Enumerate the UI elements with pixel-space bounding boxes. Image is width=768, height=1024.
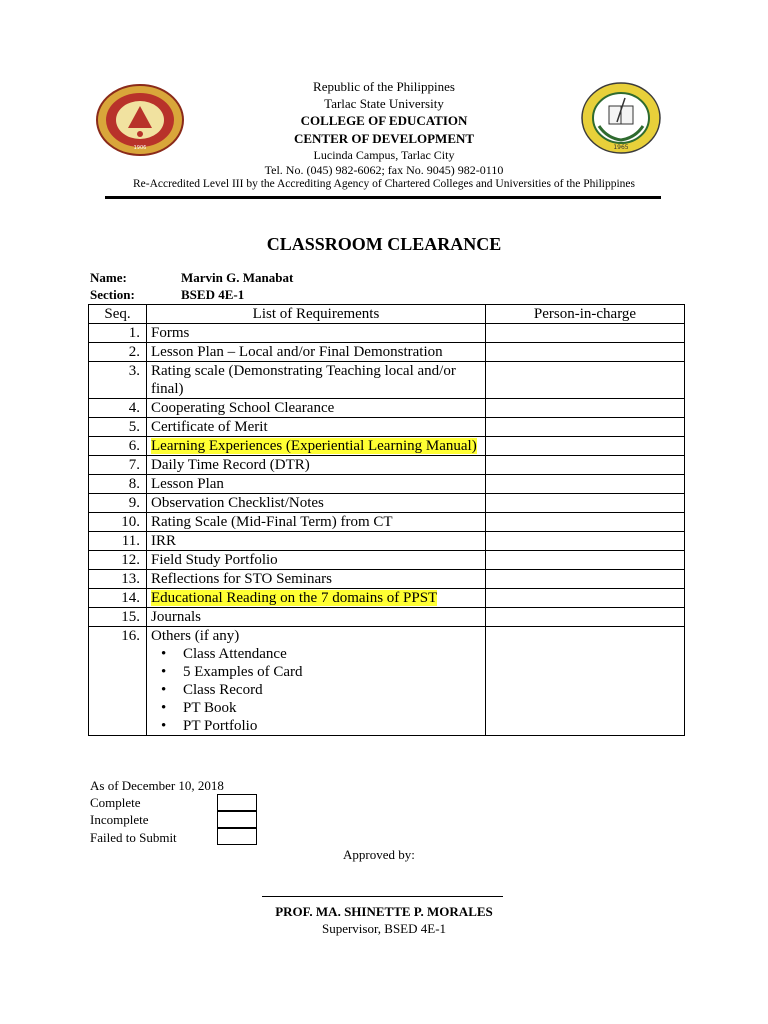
row-person-in-charge <box>486 513 685 532</box>
header-seq: Seq. <box>89 305 147 324</box>
list-item: • 5 Examples of Card <box>183 663 481 681</box>
table-row <box>89 475 685 494</box>
row-person-in-charge <box>486 343 685 362</box>
row-person-in-charge <box>486 399 685 418</box>
incomplete-label: Incomplete <box>90 812 149 827</box>
row-seq: 5. <box>89 418 147 437</box>
header-university: Tarlac State University <box>324 96 444 111</box>
row-requirement-highlighted <box>147 437 486 456</box>
table-row <box>89 494 685 513</box>
table-row <box>89 362 685 399</box>
header-tel: Tel. No. (045) 982-6062; fax No. 9045) 982-0110 <box>264 163 504 177</box>
row-requirement: Reflections for STO Seminars <box>147 570 486 589</box>
header-requirements: List of Requirements <box>147 305 486 324</box>
row-requirement: IRR <box>147 532 486 551</box>
row-person-in-charge <box>486 456 685 475</box>
highlighted-text: Learning Experiences (Experiential Learning Manual) <box>151 438 477 454</box>
row-seq: 10. <box>89 513 147 532</box>
name-label: Name: <box>90 270 127 285</box>
highlighted-text: Educational Reading on the 7 domains of PPST <box>151 590 438 606</box>
row-seq: 6. <box>89 437 147 456</box>
section-label: Section: <box>90 287 135 302</box>
supervisor-name: PROF. MA. SHINETTE P. MORALES <box>275 904 493 919</box>
table-row <box>89 399 685 418</box>
row-person-in-charge <box>486 532 685 551</box>
row-requirement-highlighted <box>147 589 486 608</box>
supervisor-position: Supervisor, BSED 4E-1 <box>321 921 447 936</box>
row-seq: 15. <box>89 608 147 627</box>
row-seq: 14. <box>89 589 147 608</box>
row-person-in-charge <box>486 437 685 456</box>
row-seq: 9. <box>89 494 147 513</box>
row-requirement: Lesson Plan <box>147 475 486 494</box>
failed-checkbox[interactable] <box>217 828 257 845</box>
approved-by-label: Approved by: <box>343 847 415 862</box>
row-requirement: Observation Checklist/Notes <box>147 494 486 513</box>
incomplete-checkbox[interactable] <box>217 811 257 828</box>
row-seq: 3. <box>89 362 147 399</box>
table-row <box>89 456 685 475</box>
header-accreditation: Re-Accredited Level III by the Accrediting Agency of Chartered Colleges and Universities of the Philippines <box>132 178 635 190</box>
row-seq: 1. <box>89 324 147 343</box>
list-item: • PT Book <box>183 699 481 717</box>
list-item: • Class Record <box>183 681 481 699</box>
table-row <box>89 608 685 627</box>
row-person-in-charge <box>486 494 685 513</box>
row-seq: 2. <box>89 343 147 362</box>
header-center: CENTER OF DEVELOPMENT <box>293 131 475 146</box>
row-requirement-others <box>147 627 486 736</box>
header-rule <box>105 196 661 199</box>
row-person-in-charge <box>486 362 685 399</box>
table-row <box>89 551 685 570</box>
table-header-row <box>89 305 685 324</box>
page-title: CLASSROOM CLEARANCE <box>266 234 502 254</box>
row-seq: 4. <box>89 399 147 418</box>
row-person-in-charge <box>486 551 685 570</box>
failed-label: Failed to Submit <box>90 830 177 845</box>
name-value: Marvin G. Manabat <box>181 270 294 285</box>
complete-checkbox[interactable] <box>217 794 257 811</box>
right-logo-year: 1965 <box>613 144 629 151</box>
others-label: Others (if any) <box>151 628 240 644</box>
row-requirement: Cooperating School Clearance <box>147 399 486 418</box>
row-person-in-charge <box>486 570 685 589</box>
row-person-in-charge <box>486 475 685 494</box>
row-person-in-charge <box>486 608 685 627</box>
list-item: • PT Portfolio <box>183 717 481 735</box>
row-requirement: Forms <box>147 324 486 343</box>
row-seq: 8. <box>89 475 147 494</box>
requirements-table <box>88 304 685 736</box>
header-republic: Republic of the Philippines <box>313 79 455 94</box>
as-of-date: As of December 10, 2018 <box>90 778 224 793</box>
row-seq: 13. <box>89 570 147 589</box>
table-row <box>89 627 685 736</box>
list-item: • Class Attendance <box>183 645 481 663</box>
row-person-in-charge <box>486 627 685 736</box>
row-requirement: Daily Time Record (DTR) <box>147 456 486 475</box>
header-campus: Lucinda Campus, Tarlac City <box>313 148 455 162</box>
row-seq: 7. <box>89 456 147 475</box>
row-requirement: Certificate of Merit <box>147 418 486 437</box>
table-row <box>89 513 685 532</box>
header-college: COLLEGE OF EDUCATION <box>300 113 468 128</box>
table-row <box>89 418 685 437</box>
left-logo-year: 1906 <box>133 145 147 151</box>
others-list <box>151 645 481 735</box>
row-person-in-charge <box>486 418 685 437</box>
row-requirement: Rating scale (Demonstrating Teaching local and/or final) <box>147 362 486 399</box>
row-seq: 12. <box>89 551 147 570</box>
row-requirement: Rating Scale (Mid-Final Term) from CT <box>147 513 486 532</box>
row-seq: 16. <box>89 627 147 736</box>
row-person-in-charge <box>486 324 685 343</box>
row-requirement: Field Study Portfolio <box>147 551 486 570</box>
complete-label: Complete <box>90 795 141 810</box>
row-requirement: Journals <box>147 608 486 627</box>
header-person-in-charge: Person-in-charge <box>486 305 685 324</box>
signature-line <box>262 896 503 897</box>
section-value: BSED 4E-1 <box>181 287 245 302</box>
row-seq: 11. <box>89 532 147 551</box>
row-person-in-charge <box>486 589 685 608</box>
table-row <box>89 437 685 456</box>
table-row <box>89 589 685 608</box>
table-row <box>89 324 685 343</box>
table-row <box>89 570 685 589</box>
table-row <box>89 343 685 362</box>
row-requirement: Lesson Plan – Local and/or Final Demonstration <box>147 343 486 362</box>
table-row <box>89 532 685 551</box>
